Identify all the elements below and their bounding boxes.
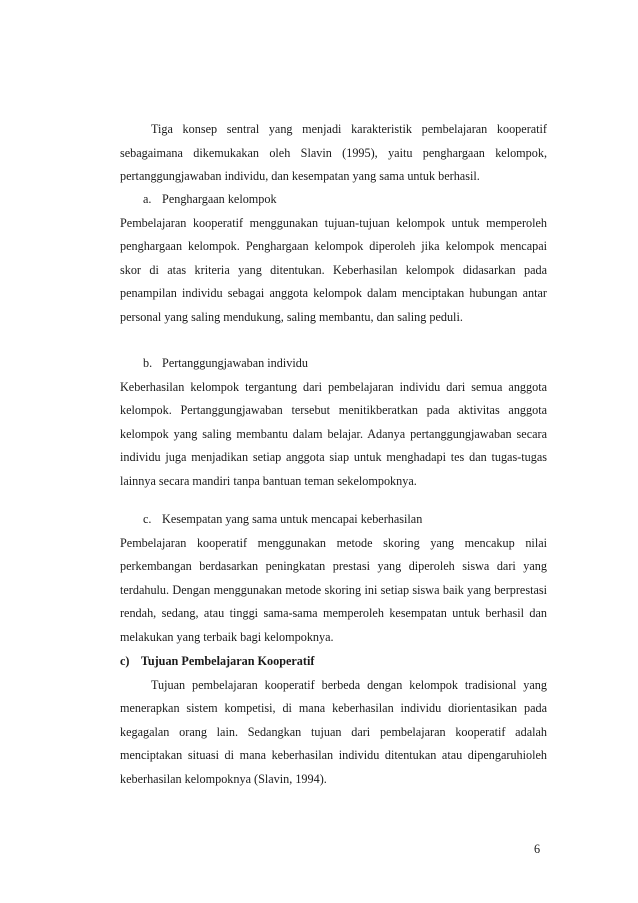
intro-paragraph: Tiga konsep sentral yang menjadi karakteristik pembelajaran kooperatif sebagaimana dikemukakan oleh Slavin (1995), yaitu penghargaan kelompok, pertanggungjawaban individu, dan kesempatan yang sama untuk berhasil. <box>120 122 547 184</box>
item-c-marker: c. <box>143 512 152 526</box>
item-b-title: Pertanggungjawaban individu <box>162 356 308 370</box>
section-title: Tujuan Pembelajaran Kooperatif <box>140 654 315 668</box>
intro-block <box>120 118 547 189</box>
item-c-heading <box>120 508 547 532</box>
section-heading <box>120 650 547 674</box>
item-a-paragraph: Pembelajaran kooperatif menggunakan tujuan-tujuan kelompok untuk memperoleh penghargaan kelompok. Penghargaan kelompok diperoleh jika kelompok mencapai skor di atas kriteria yang ditentukan. Keberhasilan kelompok didasarkan pada penampilan individu sebagai anggota kelompok dalam menciptakan hubungan antar personal yang saling mendukung, saling membantu, dan saling peduli. <box>120 215 547 324</box>
item-c-paragraph: Pembelajaran kooperatif menggunakan metode skoring yang mencakup nilai perkembangan berdasarkan peningkatan prestasi yang diperoleh siswa dari yang terdahulu. Dengan menggunakan metode skoring ini setiap siswa baik yang berprestasi rendah, sedang, atau tinggi sama-sama memperoleh kesempatan untuk berhasil dan melakukan yang terbaik bagi kelompoknya. <box>120 535 547 644</box>
item-c-title: Kesempatan yang sama untuk mencapai keberhasilan <box>162 512 423 526</box>
item-c-block <box>120 508 547 650</box>
item-a-marker: a. <box>143 192 152 206</box>
item-a-title: Penghargaan kelompok <box>162 192 277 206</box>
item-b-paragraph: Keberhasilan kelompok tergantung dari pembelajaran individu dari semua anggota kelompok. Pertanggungjawaban tersebut menitikberatkan pada aktivitas anggota kelompok yang saling membantu dalam belajar. Adanya pertanggungjawaban secara individu juga menjadikan setiap anggota siap untuk menghadapi tes dan tugas-tugas lainnya secara mandiri tanpa bantuan teman sekelompoknya. <box>120 379 547 488</box>
item-a-heading <box>120 188 547 212</box>
section-paragraph: Tujuan pembelajaran kooperatif berbeda dengan kelompok tradisional yang menerapkan sistem kompetisi, di mana keberhasilan individu diorientasikan pada kegagalan orang lain. Sedangkan tujuan dari pembelajaran kooperatif adalah menciptakan situasi di mana keberhasilan individu ditentukan atau dipengaruhioleh keberhasilan kelompoknya (Slavin, 1994). <box>120 677 547 786</box>
item-b-block <box>120 352 547 494</box>
item-b-heading <box>120 352 547 376</box>
section-marker: c) <box>120 654 130 668</box>
section-block <box>120 650 547 792</box>
item-b-marker: b. <box>143 356 153 370</box>
page-number: 6 <box>534 842 541 856</box>
item-a-block <box>120 188 547 330</box>
